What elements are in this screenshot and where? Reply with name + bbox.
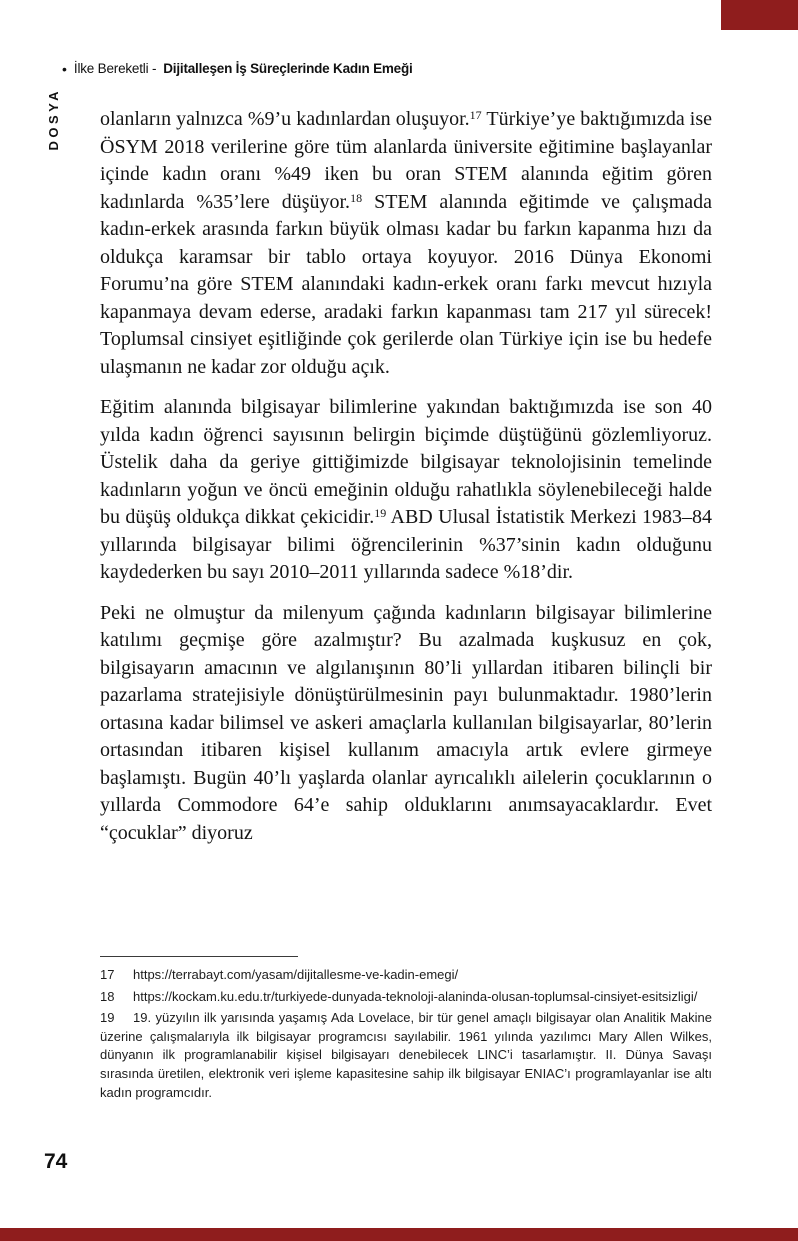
footnotes-section [100, 956, 712, 1105]
footnote-ref-19: 19 [374, 506, 387, 520]
body-paragraph [100, 600, 712, 848]
footnote-number: 17 [100, 967, 115, 982]
paragraph-text: ABD Ulusal İstatistik Merkezi 1983–84 yıllarında bilgisayar bilimi öğrencilerinin %37’sinin kadın olduğunu kaydederken bu sayı 2010–2011 yıllarında sadece %18’dir. [100, 506, 712, 583]
footnote-text: https://terrabayt.com/yasam/dijitallesme-ve-kadin-emegi/ [133, 967, 459, 982]
header-author: İlke Bereketli - [73, 61, 157, 76]
running-header [62, 60, 413, 76]
footnote-number: 18 [100, 988, 115, 1004]
footnote-item [100, 1009, 712, 1102]
body-text [100, 106, 712, 860]
footnote-ref-18: 18 [350, 190, 363, 205]
footnote-item [100, 988, 712, 1007]
paragraph-text: Eğitim alanında bilgisayar bilimlerine yakından baktığımızda ise son 40 yılda kadın öğrenci sayısının belirgin biçimde düştüğünü gözlemliyoruz. Üstelik daha da geriye gittiğimizde bilgisayar teknolojisinin temelinde kadınların yoğun ve öncü emeğinin olduğu rahatlıkla söylenebileceği halde bu düşüş oldukça dikkat çekicidir. [100, 396, 712, 528]
section-label-vertical: DOSYA [46, 88, 61, 151]
header-article-title: Dijitalleşen İş Süreçlerinde Kadın Emeği [163, 61, 413, 76]
paragraph-text: STEM alanında eğitimde ve çalışmada kadın-erkek arasında farkın büyük olması kadar bu farkın kapanma hızı da oldukça karamsar bir tablo ortaya koyuyor. 2016 Dünya Ekonomi Forumu’na göre STEM alanındaki kadın-erkek oranı farkı mevcut hızıyla kapanmaya devam ederse, aradaki farkın kapanması tam 217 yıl sürecek! Toplumsal cinsiyet eşitliğinde çok gerilerde olan Türkiye için ise bu hedefe ulaşmanın ne kadar zor olduğu açık. [100, 190, 712, 378]
paragraph-text: olanların yalnızca %9’u kadınlardan oluşuyor. [100, 108, 470, 130]
paragraph-text: Peki ne olmuştur da milenyum çağında kadınların bilgisayar bilimlerine katılımı geçmişe göre azalmıştır? Bu azalmada kuşkusuz en çok, bilgisayarın amacının ve algılanışının 80’li yıllardan itibaren bilinçli bir pazarlama stratejisiyle dönüştürülmesinin payı bulunmaktadır. 1980’lerin ortasına kadar bilimsel ve askeri amaçlarla kullanılan bilgisayarlar, 80’lerin ortasından itibaren kişisel kullanım amacıyla artık evlere girmeye başlamıştı. Bugün 40’lı yaşlarda olanlar ayrıcalıklı ailelerin çocuklarının o yıllarda Commodore 64’e sahip olduklarını anımsayacaklardır. Evet “çocuklar” diyoruz [100, 601, 712, 844]
footnote-ref-17: 17 [469, 108, 482, 122]
corner-accent-bar [721, 0, 798, 30]
footnote-text: https://kockam.ku.edu.tr/turkiyede-dunyada-teknoloji-alaninda-olusan-toplumsal-cinsiyet-esitsizligi/ [133, 988, 698, 1004]
paragraph-text: Türkiye’ye baktığımızda ise ÖSYM 2018 verilerine göre tüm alanlarda üniversite eğitimine başlayanlar içinde kadın oranı %49 iken bu oran STEM alanında eğitim gören kadınlarda %35’lere düşüyor. [100, 108, 712, 213]
footnote-divider [100, 956, 298, 957]
footnote-number: 19 [100, 1010, 115, 1026]
footnote-text: 19. yüzyılın ilk yarısında yaşamış Ada Lovelace, bir tür genel amaçlı bilgisayar olan Analitik Makine üzerine çalışmalarıyla ilk bilgisayar programcısı sayılabilir. 1961 yılında yazılımcı Mary Allen Wilkes, dünyanın ilk programlanabilir kişisel bilgisayarı denebilecek LINC’i tasarlamıştır. II. Dünya Savaşı sırasında üretilen, elektronik veri işleme kapasitesine sahip ilk bilgisayar ENIAC’ı programlayanlar ise altı kadın programcıdır. [100, 1010, 712, 1100]
bullet-icon: • [62, 61, 67, 77]
body-paragraph [100, 106, 712, 381]
page-number: 74 [44, 1150, 68, 1173]
body-paragraph [100, 394, 712, 587]
bottom-accent-bar [0, 1228, 798, 1241]
footnote-item [100, 966, 712, 985]
